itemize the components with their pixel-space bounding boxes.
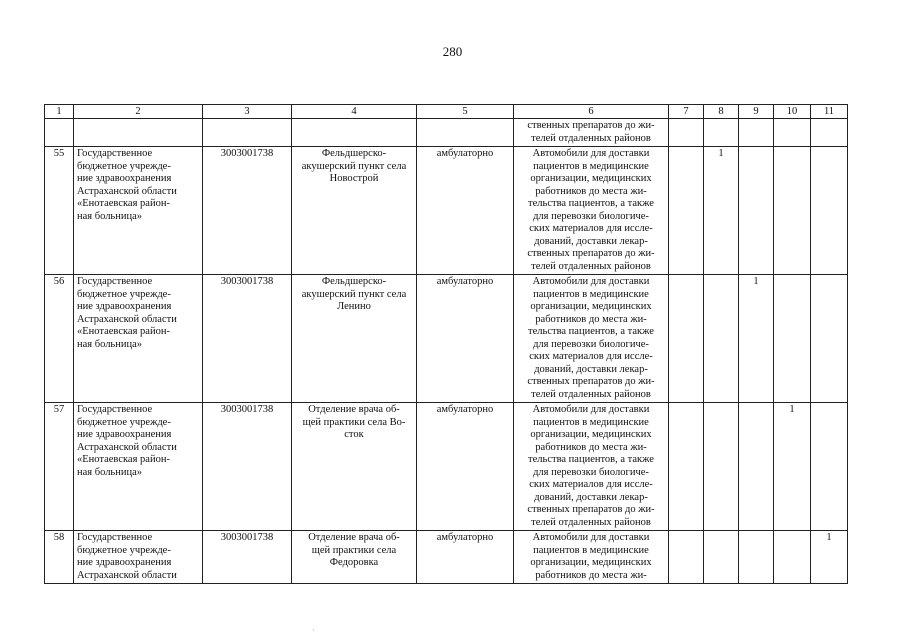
organization-line: бюджетное учрежде- [77,416,171,428]
cell-col-10 [774,119,811,147]
count-value: 1 [753,276,759,287]
purpose-line: телей отдаленных районов [531,260,651,272]
continuation-row [45,119,848,147]
cell-unit [292,119,417,147]
unit-line: Ленино [337,301,371,312]
cell-col-7 [669,531,704,584]
purpose-line: дований, доставки лекар- [534,363,648,375]
organization-line: Государственное [77,148,153,159]
cell-code [203,119,292,147]
purpose-line: тельства пациентов, а также [528,454,654,465]
unit-line: сток [344,429,364,440]
organization-line: ние здравоохранения [77,557,172,568]
unit-line: щей практики села [311,544,397,556]
cell-purpose [514,403,669,531]
row-number: 58 [53,532,65,543]
header-cell-8: 8 [704,105,739,119]
cell-col-7 [669,119,704,147]
purpose-line: Автомобили для доставки [532,276,650,287]
unit-line: Новострой [329,173,379,184]
cell-unit [292,403,417,531]
cell-num [45,403,74,531]
organization-line: ние здравоохранения [77,429,172,440]
cell-mode [417,147,514,275]
unit-line: щей практики села Во- [302,416,406,428]
purpose-line: телей отдаленных районов [531,516,651,528]
table-row [45,403,848,531]
header-cell-2: 2 [74,105,203,119]
cell-num [45,531,74,584]
cell-col-11 [811,119,848,147]
cell-purpose [514,147,669,275]
care-mode: амбулаторно [436,404,494,415]
care-mode: амбулаторно [436,532,494,543]
table-body [45,119,848,584]
cell-code [203,275,292,403]
purpose-line: работников до места жи- [535,441,647,453]
cell-code [203,147,292,275]
organization-code: 3003001738 [220,532,274,543]
organization-line: ная больница» [77,210,142,222]
organization-line: «Енотаевская район- [77,454,170,465]
cell-num [45,275,74,403]
purpose-line: для перевозки биологиче- [533,338,649,350]
cell-col-11 [811,531,848,584]
organization-line: Астраханской области [77,441,177,453]
count-value: 1 [826,532,832,543]
cell-col-11 [811,275,848,403]
cell-unit [292,147,417,275]
header-cell-4: 4 [292,105,417,119]
purpose-line: работников до места жи- [535,313,647,325]
cell-unit [292,275,417,403]
purpose-line: пациентов в медицинские [533,544,649,556]
row-number: 56 [53,276,65,287]
purpose-line: пациентов в медицинские [533,160,649,172]
header-cell-9: 9 [739,105,774,119]
cell-organization [74,531,203,584]
header-row [45,105,848,119]
cell-unit [292,531,417,584]
purpose-line: ских материалов для иссле- [529,351,653,362]
organization-line: бюджетное учрежде- [77,544,171,556]
cell-mode [417,275,514,403]
table-header [45,105,848,119]
purpose-line: пациентов в медицинские [533,288,649,300]
purpose-line: тельства пациентов, а также [528,198,654,209]
purpose-line: телей отдаленных районов [531,388,651,400]
cell-purpose [514,119,669,147]
document-table [44,104,848,584]
unit-line: Отделение врача об- [308,532,400,543]
organization-line: Государственное [77,404,153,415]
cell-col-9 [739,403,774,531]
purpose-line: Автомобили для доставки [532,148,650,159]
cell-organization [74,147,203,275]
care-mode: амбулаторно [436,148,494,159]
cell-col-9 [739,119,774,147]
organization-line: «Енотаевская район- [77,198,170,209]
purpose-line: работников до места жи- [535,185,647,197]
organization-line: бюджетное учрежде- [77,160,171,172]
purpose-line: ских материалов для иссле- [529,479,653,490]
count-value: 1 [718,148,724,159]
cell-purpose [514,531,669,584]
purpose-line: для перевозки биологиче- [533,210,649,222]
cell-num [45,147,74,275]
cell-col-9 [739,531,774,584]
header-cell-11: 11 [811,105,848,119]
header-cell-1: 1 [45,105,74,119]
cell-code [203,403,292,531]
organization-line: Астраханской области [77,313,177,325]
cell-mode [417,531,514,584]
header-cell-3: 3 [203,105,292,119]
purpose-line: организации, медицинских [530,429,652,440]
cell-col-8 [704,275,739,403]
organization-code: 3003001738 [220,276,274,287]
cell-col-7 [669,275,704,403]
purpose-line: тельства пациентов, а также [528,326,654,337]
organization-line: Государственное [77,532,153,543]
purpose-line: пациентов в медицинские [533,416,649,428]
purpose-line: организации, медицинских [530,173,652,184]
cell-col-9 [739,147,774,275]
purpose-line: ственных препаратов до жи- [527,376,655,387]
header-cell-6: 6 [514,105,669,119]
cell-num [45,119,74,147]
organization-line: ние здравоохранения [77,301,172,312]
purpose-line: ственных препаратов до жи- [527,248,655,259]
cell-code [203,531,292,584]
row-number: 57 [53,404,65,415]
unit-line: акушерский пункт села [301,160,407,172]
organization-code: 3003001738 [220,404,274,415]
care-mode: амбулаторно [436,276,494,287]
purpose-line: организации, медицинских [530,557,652,568]
unit-line: акушерский пункт села [301,288,407,300]
count-value: 1 [789,404,795,415]
header-cell-10: 10 [774,105,811,119]
cell-organization [74,119,203,147]
page-number: 280 [442,44,463,59]
organization-code: 3003001738 [220,148,274,159]
cell-mode [417,403,514,531]
purpose-line: дований, доставки лекар- [534,235,648,247]
unit-line: Фельдшерско- [321,276,387,287]
organization-line: Астраханской области [77,569,177,581]
cell-col-7 [669,403,704,531]
scan-mark: · [312,626,315,635]
table-row [45,275,848,403]
organization-line: Астраханской области [77,185,177,197]
cell-col-8 [704,403,739,531]
cell-col-9 [739,275,774,403]
row-number: 55 [53,148,65,159]
organization-line: Государственное [77,276,153,287]
cell-col-10 [774,147,811,275]
purpose-line: Автомобили для доставки [532,532,650,543]
purpose-line: ских материалов для иссле- [529,223,653,234]
purpose-line: для перевозки биологиче- [533,466,649,478]
purpose-line: ственных препаратов до жи- [527,120,655,131]
organization-line: бюджетное учрежде- [77,288,171,300]
cell-col-10 [774,531,811,584]
cell-col-7 [669,147,704,275]
purpose-line: организации, медицинских [530,301,652,312]
unit-line: Федоровка [329,557,379,568]
table-row [45,531,848,584]
cell-col-10 [774,275,811,403]
purpose-line: работников до места жи- [535,569,647,581]
purpose-line: Автомобили для доставки [532,404,650,415]
purpose-line: дований, доставки лекар- [534,491,648,503]
table-row [45,147,848,275]
unit-line: Отделение врача об- [308,404,400,415]
cell-col-8 [704,531,739,584]
cell-col-8 [704,147,739,275]
cell-col-8 [704,119,739,147]
organization-line: «Енотаевская район- [77,326,170,337]
purpose-line: ственных препаратов до жи- [527,504,655,515]
cell-col-11 [811,403,848,531]
cell-organization [74,403,203,531]
organization-line: ние здравоохранения [77,173,172,184]
purpose-line: телей отдаленных районов [531,132,651,144]
cell-col-10 [774,403,811,531]
unit-line: Фельдшерско- [321,148,387,159]
cell-organization [74,275,203,403]
cell-purpose [514,275,669,403]
organization-line: ная больница» [77,338,142,350]
header-cell-7: 7 [669,105,704,119]
cell-mode [417,119,514,147]
header-cell-5: 5 [417,105,514,119]
organization-line: ная больница» [77,466,142,478]
cell-col-11 [811,147,848,275]
